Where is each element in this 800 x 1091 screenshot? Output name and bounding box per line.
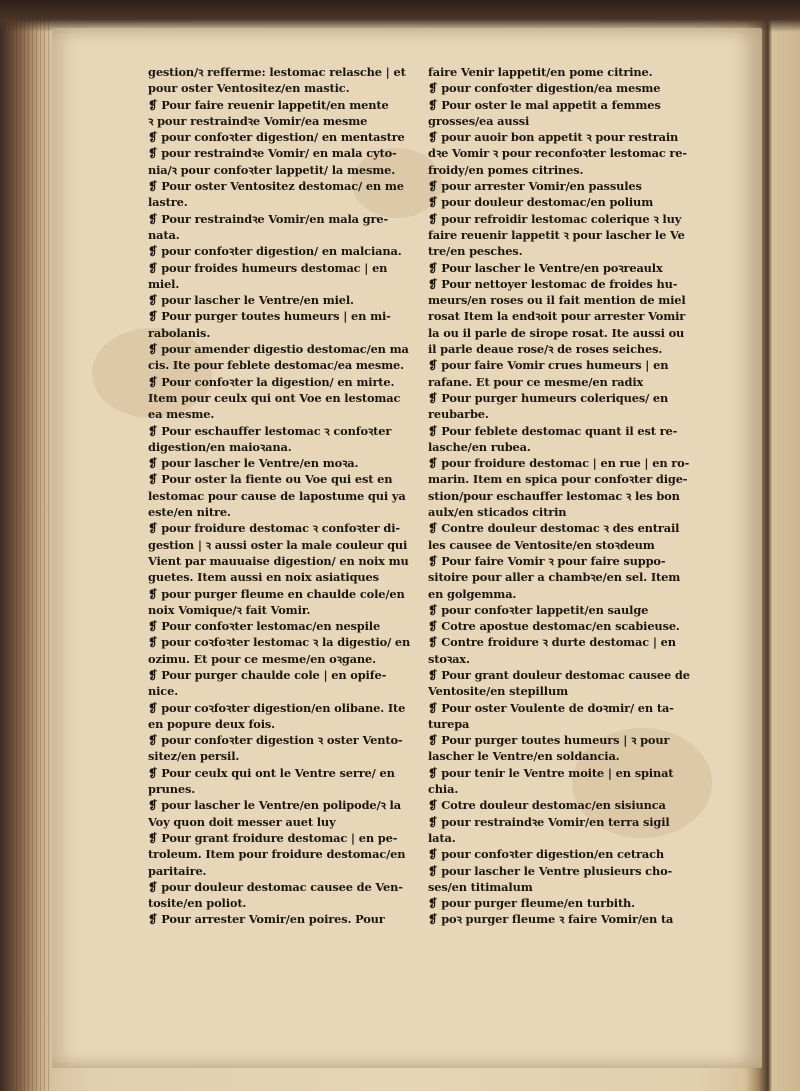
text-line: digestion/en maioꝛana.: [148, 439, 292, 454]
text-line: ❡ pour lascher le Ventre plusieurs cho-: [428, 863, 673, 878]
text-line: ❡ Pour confoꝛter la digestion/ en mirte.: [148, 374, 395, 389]
text-line: ❡ Pour faire reuenir lappetit/en mente: [148, 97, 389, 112]
text-line: turepa: [428, 716, 470, 731]
text-line: sitez/en persil.: [148, 749, 240, 764]
text-line: ses/en titimalum: [428, 879, 533, 894]
text-line: en popure deux fois.: [148, 716, 275, 731]
text-line: ❡ pour douleur destomac causee de Ven-: [148, 879, 403, 894]
text-line: lata.: [428, 830, 456, 845]
text-line: ❡ pour auoir bon appetit ꝛ pour restrain: [428, 130, 679, 145]
text-line: ❡ Pour ceulx qui ont le Ventre serre/ en: [148, 765, 395, 780]
text-line: cis. Ite pour feblete destomac/ea mesme.: [148, 358, 404, 373]
text-line: nice.: [148, 684, 179, 699]
text-line: ❡ pour lascher le Ventre/en miel.: [148, 293, 354, 308]
text-line: miel.: [148, 276, 180, 291]
text-line: ❡ Pour oster le mal appetit a femmes: [428, 97, 661, 112]
text-line: ❡ pour confoꝛter digestion/ en malciana.: [148, 244, 402, 259]
left-text-column: [148, 64, 418, 928]
text-line: ❡ Cotre apostue destomac/en scabieuse.: [428, 619, 680, 634]
text-line: la ou il parle de sirope rosat. Ite aussi ou: [428, 325, 685, 340]
text-line: grosses/ea aussi: [428, 113, 530, 128]
text-line: stoꝛax.: [428, 651, 470, 666]
text-line: ❡ Cotre douleur destomac/en sisiunca: [428, 798, 666, 813]
text-line: ❡ Pour purger humeurs coleriques/ en: [428, 390, 669, 405]
text-line: ozimu. Et pour ce mesme/en oꝛgane.: [148, 651, 376, 666]
text-line: ❡ pour confoꝛter digestion/en cetrach: [428, 847, 665, 862]
text-line: ❡ Pour purger toutes humeurs | en mi-: [148, 309, 391, 324]
text-line: il parle deaue rose/ꝛ de roses seiches.: [428, 342, 663, 357]
text-line: tre/en pesches.: [428, 244, 523, 259]
text-line: ❡ Pour nettoyer lestomac de froides hu-: [428, 276, 678, 291]
text-line: ❡ pour coꝛfoꝛter lestomac ꝛ la digestio/ en: [148, 635, 411, 650]
text-line: lascher le Ventre/en soldancia.: [428, 749, 620, 764]
text-line: Item pour ceulx qui ont Voe en lestomac: [148, 390, 401, 405]
text-line: sitoire pour aller a chambꝛe/en sel. Item: [428, 570, 681, 585]
text-line: pour oster Ventositez/en mastic.: [148, 81, 350, 96]
text-line: este/en nitre.: [148, 505, 231, 520]
text-line: ❡ Pour purger chaulde cole | en opife-: [148, 667, 387, 682]
text-line: lestomac pour cause de lapostume qui ya: [148, 488, 406, 503]
text-line: faire Venir lappetit/en pome citrine.: [428, 65, 653, 79]
text-line: dꝛe Vomir ꝛ pour reconfoꝛter lestomac re-: [428, 146, 687, 161]
text-line: ❡ pour confoꝛter digestion/ea mesme: [428, 81, 661, 96]
text-line: ❡ pour arrester Vomir/en passules: [428, 179, 642, 194]
text-line: ❡ Pour eschauffer lestomac ꝛ confoꝛter: [148, 423, 392, 438]
text-line: ❡ Pour confoꝛter lestomac/en nespile: [148, 619, 381, 634]
text-line: ❡ Pour faire Vomir ꝛ pour faire suppo-: [428, 553, 666, 568]
text-line: ❡ Pour oster la fiente ou Voe qui est en: [148, 472, 393, 487]
text-line: rosat Item la endꝛoit pour arrester Vomir: [428, 309, 686, 324]
text-line: ❡ Pour grant froidure destomac | en pe-: [148, 830, 398, 845]
text-line: Vient par mauuaise digestion/ en noix mu: [148, 553, 409, 568]
text-line: chia.: [428, 782, 459, 797]
text-line: ❡ pour purger fleume/en turbith.: [428, 896, 636, 911]
text-line: ❡ Pour restraindꝛe Vomir/en mala gre-: [148, 211, 389, 226]
text-line: nia/ꝛ pour confoꝛter lappetit/ la mesme.: [148, 162, 396, 177]
text-line: les causee de Ventosite/en stoꝛdeum: [428, 537, 655, 552]
text-line: Ventosite/en stepillum: [428, 684, 568, 699]
text-line: ❡ Contre douleur destomac ꝛ des entrail: [428, 521, 680, 536]
text-line: lastre.: [148, 195, 188, 210]
text-line: rafane. Et pour ce mesme/en radix: [428, 374, 644, 389]
text-line: ❡ Pour oster Ventositez destomac/ en me: [148, 179, 404, 194]
text-line: ❡ pour refroidir lestomac colerique ꝛ luy: [428, 211, 682, 226]
text-line: ❡ poꝛ purger fleume ꝛ faire Vomir/en ta: [428, 912, 674, 927]
right-text-column: [428, 64, 708, 928]
text-line: ❡ pour confoꝛter digestion ꝛ oster Vento-: [148, 733, 403, 748]
text-line: ❡ pour purger fleume en chaulde cole/en: [148, 586, 405, 601]
text-line: ❡ Pour lascher le Ventre/en poꝛreaulx: [428, 260, 663, 275]
text-line: ❡ pour confoꝛter lappetit/en saulge: [428, 602, 649, 617]
text-line: ❡ pour lascher le Ventre/en moꝛa.: [148, 456, 359, 471]
text-line: ❡ pour froides humeurs destomac | en: [148, 260, 388, 275]
text-line: ❡ Pour oster Voulente de doꝛmir/ en ta-: [428, 700, 674, 715]
page-edges-left: [0, 0, 50, 1091]
text-line: ❡ pour froidure destomac ꝛ confoꝛter di-: [148, 521, 400, 536]
text-line: nata.: [148, 227, 180, 242]
text-line: gestion/ꝛ refferme: lestomac relasche | et: [148, 65, 406, 79]
text-line: meurs/en roses ou il fait mention de miel: [428, 293, 686, 308]
text-line: gestion | ꝛ aussi oster la male couleur qui: [148, 537, 408, 552]
text-line: ❡ pour tenir le Ventre moite | en spinat: [428, 765, 674, 780]
text-line: ❡ pour faire Vomir crues humeurs | en: [428, 358, 669, 373]
text-line: ❡ pour restraindꝛe Vomir/ en mala cyto-: [148, 146, 397, 161]
text-line: guetes. Item aussi en noix asiatiques: [148, 570, 379, 585]
text-line: ꝛ pour restraindꝛe Vomir/ea mesme: [148, 113, 368, 128]
text-line: lasche/en rubea.: [428, 439, 531, 454]
text-line: froidy/en pomes citrines.: [428, 162, 584, 177]
text-line: marin. Item en spica pour confoꝛter dige-: [428, 472, 688, 487]
text-line: reubarbe.: [428, 407, 489, 422]
text-line: aulx/en sticados citrin: [428, 505, 567, 520]
text-line: ❡ pour restraindꝛe Vomir/en terra sigil: [428, 814, 670, 829]
text-line: ❡ pour froidure destomac | en rue | en ro-: [428, 456, 690, 471]
text-line: ❡ pour confoꝛter digestion/ en mentastre: [148, 130, 405, 145]
text-line: tosite/en poliot.: [148, 896, 247, 911]
text-line: prunes.: [148, 782, 196, 797]
text-line: ❡ Contre froidure ꝛ durte destomac | en: [428, 635, 676, 650]
text-line: ❡ pour douleur destomac/en polium: [428, 195, 654, 210]
text-line: troleum. Item pour froidure destomac/en: [148, 847, 406, 862]
text-line: ❡ Pour purger toutes humeurs | ꝛ pour: [428, 733, 670, 748]
text-line: ❡ Pour grant douleur destomac causee de: [428, 667, 690, 682]
text-line: faire reuenir lappetit ꝛ pour lascher le Ve: [428, 227, 685, 242]
text-line: stion/pour eschauffer lestomac ꝛ les bon: [428, 488, 680, 503]
text-line: en golgemma.: [428, 586, 517, 601]
text-line: paritaire.: [148, 863, 207, 878]
text-line: ❡ Pour feblete destomac quant il est re-: [428, 423, 678, 438]
text-line: ❡ pour lascher le Ventre/en polipode/ꝛ la: [148, 798, 401, 813]
text-line: ❡ Pour arrester Vomir/en poires. Pour: [148, 912, 385, 927]
text-line: rabolanis.: [148, 325, 211, 340]
text-line: noix Vomique/ꝛ fait Vomir.: [148, 602, 311, 617]
text-line: ❡ pour coꝛfoꝛter digestion/en olibane. Ite: [148, 700, 406, 715]
text-line: Voy quon doit messer auet luy: [148, 814, 336, 829]
text-line: ea mesme.: [148, 407, 215, 422]
text-line: ❡ pour amender digestio destomac/en ma: [148, 342, 409, 357]
